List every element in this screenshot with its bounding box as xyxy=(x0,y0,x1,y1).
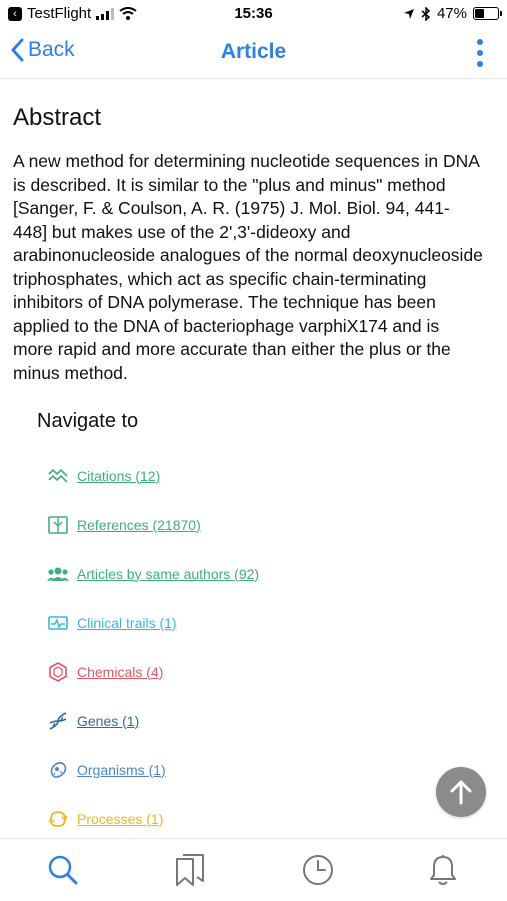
abstract-heading: Abstract xyxy=(13,104,102,131)
bluetooth-icon xyxy=(421,7,431,21)
organism-icon xyxy=(47,759,69,781)
same-authors-link[interactable] xyxy=(37,549,477,598)
citations-link[interactable] xyxy=(37,451,477,500)
clock-icon xyxy=(302,854,334,886)
status-bar xyxy=(0,0,507,28)
status-time: 15:36 xyxy=(234,5,273,22)
navigation-bar xyxy=(0,28,507,79)
organisms-label: Organisms (1) xyxy=(77,761,166,778)
monitor-icon xyxy=(47,612,69,634)
chemicals-link[interactable] xyxy=(37,647,477,696)
arrow-up-icon xyxy=(449,779,473,805)
citations-icon xyxy=(47,465,69,487)
scroll-top-button[interactable] xyxy=(436,767,486,817)
processes-label: Processes (1) xyxy=(77,810,164,827)
abstract-text: A new method for determining nucleotide sequences in DNA is described. It is similar to the "plus and minus" method [Sanger, F. & Coulson, A. R. (1975) J. Mol. Biol. 94, 441-448] but makes use of the 2',3'-dideoxy and arabinonucleoside analogues of the normal deoxynucleoside triphosphates, which act as specific chain-terminating inhibitors of DNA polymerase. The technique has been applied to the DNA of bacteriophage varphiX174 and is more rapid and more accurate than either the plus or the minus method. xyxy=(13,151,483,383)
battery-fill xyxy=(475,9,484,18)
more-menu-button[interactable] xyxy=(475,38,485,68)
more-vertical-icon xyxy=(477,39,483,45)
status-right xyxy=(403,5,499,22)
clinical-trials-label: Clinical trails (1) xyxy=(77,614,177,631)
dna-icon xyxy=(47,710,69,732)
location-icon xyxy=(403,8,415,20)
return-app-icon[interactable]: ‹ xyxy=(8,7,22,21)
more-dot xyxy=(477,61,483,67)
citations-label: Citations (12) xyxy=(77,467,161,484)
tab-notifications[interactable] xyxy=(423,851,463,889)
status-app-name[interactable]: TestFlight xyxy=(27,5,92,22)
search-icon xyxy=(47,854,79,886)
references-link[interactable] xyxy=(37,500,477,549)
genes-link[interactable] xyxy=(37,696,477,745)
bookmarks-icon xyxy=(173,853,207,887)
processes-link[interactable] xyxy=(37,794,477,843)
navigate-heading: Navigate to xyxy=(37,410,139,432)
navigate-section xyxy=(37,410,477,843)
users-icon xyxy=(47,563,69,585)
back-label: Back xyxy=(28,38,75,61)
page-title: Article xyxy=(220,40,287,63)
hexagon-icon xyxy=(47,661,69,683)
process-icon xyxy=(47,808,69,830)
chemicals-label: Chemicals (4) xyxy=(77,663,164,680)
tab-search[interactable] xyxy=(43,851,83,889)
organisms-link[interactable] xyxy=(37,745,477,794)
book-icon xyxy=(47,514,69,536)
genes-label: Genes (1) xyxy=(77,712,140,729)
abstract-section xyxy=(13,104,483,385)
tab-bar xyxy=(0,838,507,901)
more-dot xyxy=(477,50,483,56)
navigate-links xyxy=(37,451,477,843)
battery-percent: 47% xyxy=(436,5,467,22)
references-label: References (21870) xyxy=(77,516,201,533)
battery-icon xyxy=(473,7,499,20)
same-authors-label: Articles by same authors (92) xyxy=(77,565,260,582)
tab-history[interactable] xyxy=(298,851,338,889)
clinical-trials-link[interactable] xyxy=(37,598,477,647)
bell-icon xyxy=(428,854,458,886)
tab-bookmarks[interactable] xyxy=(170,851,210,889)
